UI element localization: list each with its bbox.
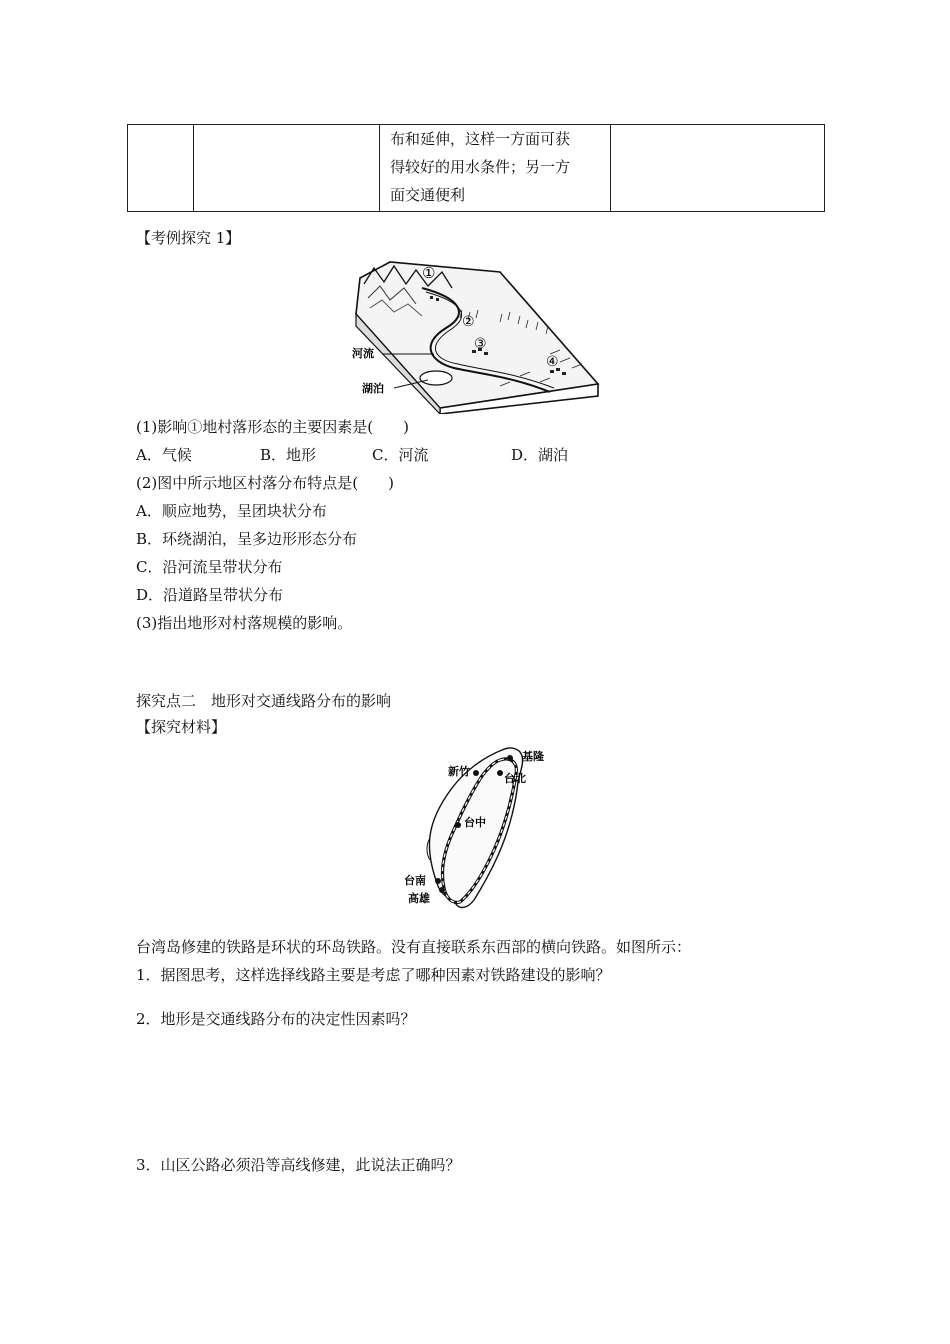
section-title: 探究点二 地形对交通线路分布的影响 [136, 692, 392, 710]
label-gaoxiong: 高雄 [408, 892, 430, 905]
marker-4: ④ [546, 354, 559, 370]
material-description: 台湾岛修建的铁路是环状的环岛铁路。没有直接联系东西部的横向铁路。如图所示： [136, 938, 692, 956]
q2-option-c: C．沿河流呈带状分布 [136, 558, 283, 576]
lake-label: 湖泊 [362, 382, 384, 395]
q2-option-d: D．沿道路呈带状分布 [136, 586, 284, 604]
table-cell [194, 125, 380, 212]
table-cell-text [380, 125, 611, 212]
question-3: (3)指出地形对村落规模的影响。 [136, 614, 353, 632]
q1-option-b: B．地形 [260, 446, 317, 464]
section-heading: 【考例探究 1】 [136, 229, 241, 247]
cell-line: 得较好的用水条件；另一方 [390, 158, 571, 176]
question-item: 3．山区公路必须沿等高线修建，此说法正确吗？ [136, 1156, 461, 1174]
q2-option-b: B．环绕湖泊，呈多边形形态分布 [136, 530, 358, 548]
taiwan-railway-map [398, 742, 558, 914]
cell-line: 布和延伸，这样一方面可获 [390, 130, 571, 148]
table-row [128, 125, 825, 212]
q2-option-a: A．顺应地势，呈团块状分布 [136, 502, 327, 520]
river-label: 河流 [352, 347, 374, 360]
label-taibei: 台北 [504, 772, 526, 785]
marker-2: ② [462, 314, 475, 330]
cell-line: 面交通便利 [390, 186, 466, 204]
section-subheading: 【探究材料】 [136, 718, 227, 736]
question-2: (2)图中所示地区村落分布特点是( ) [136, 474, 394, 492]
label-tainan: 台南 [404, 874, 426, 887]
q1-option-d: D．湖泊 [511, 446, 569, 464]
question-item: 1．据图思考，这样选择线路主要是考虑了哪种因素对铁路建设的影响？ [136, 966, 611, 984]
marker-3: ③ [474, 336, 487, 352]
question-1: (1)影响①地村落形态的主要因素是( ) [136, 418, 409, 436]
table-cell [128, 125, 194, 212]
label-xinzhu: 新竹 [448, 765, 470, 778]
q1-option-a: A．气候 [136, 446, 192, 464]
q1-option-c: C．河流 [372, 446, 429, 464]
label-taizhong: 台中 [464, 816, 486, 829]
continuation-table [127, 124, 825, 212]
table-cell [611, 125, 825, 212]
question-item: 2．地形是交通线路分布的决定性因素吗？ [136, 1010, 416, 1028]
label-jilong: 基隆 [522, 750, 544, 763]
marker-1: ① [422, 264, 436, 282]
settlement-block-diagram [350, 258, 600, 414]
